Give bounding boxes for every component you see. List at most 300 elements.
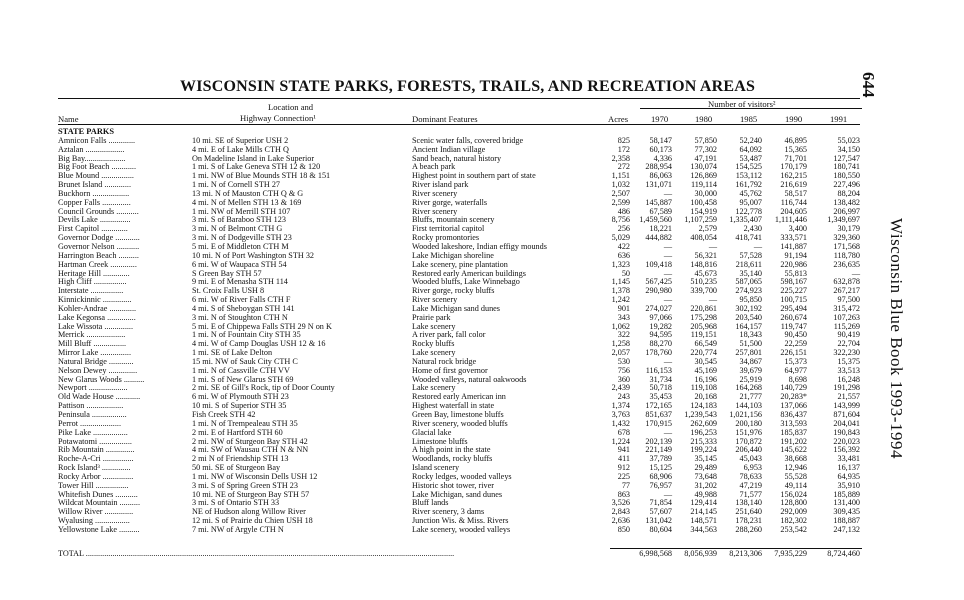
acres: 1,032 — [611, 180, 630, 190]
visitors-1991: 206,997 — [833, 206, 860, 216]
park-name: Buckhorn .................. — [58, 189, 130, 198]
dominant-features: Ancient Indian village — [412, 144, 486, 154]
visitors-1970: 567,425 — [645, 277, 672, 287]
visitors-1985: 288,260 — [735, 524, 762, 534]
acres: 50 — [621, 268, 630, 278]
visitors-1991: 90,419 — [837, 330, 860, 340]
highway-connection: 3 mi. N of Dodgeville STH 23 — [192, 233, 292, 243]
visitors-1990: 204,605 — [780, 206, 807, 216]
visitors-1991: 97,500 — [837, 295, 860, 305]
acres: 2,439 — [611, 383, 630, 393]
park-name: High Cliff ................ — [58, 278, 127, 287]
visitors-1980: 148,816 — [690, 259, 717, 269]
acres: 272 — [617, 162, 630, 172]
highway-connection: 1 mi. S of Lake Geneva STH 12 & 120 — [192, 162, 321, 172]
acres: 2,057 — [611, 348, 630, 358]
visitors-1985: 25,919 — [739, 374, 762, 384]
visitors-1991: 15,375 — [837, 356, 860, 366]
park-name: Interstate ................ — [58, 287, 124, 296]
highway-connection: 3 mi. S of Spring Green STH 23 — [192, 480, 298, 490]
visitors-1980: 45,673 — [694, 268, 717, 278]
visitors-1985: 170,872 — [735, 436, 762, 446]
dominant-features: Lake Michigan sand dunes — [412, 303, 500, 313]
visitors-1980: 29,489 — [694, 463, 717, 473]
acres: 863 — [617, 489, 630, 499]
visitors-1990: 49,114 — [784, 480, 807, 490]
dominant-features: Wooded valleys, natural oakwoods — [412, 374, 527, 384]
highway-connection: 3 mi. S of Ontario STH 33 — [192, 498, 280, 508]
total-label: TOTAL .................................................................................................................................................................................... — [58, 550, 455, 558]
visitors-1990: 156,024 — [780, 489, 807, 499]
visitors-1970: 15,125 — [649, 463, 672, 473]
park-name: Kohler-Andrae ............. — [58, 304, 137, 313]
highway-connection: 6 mi. W of Plymouth STH 23 — [192, 392, 289, 402]
visitors-1985: 52,240 — [739, 135, 762, 145]
acres: 1,374 — [611, 401, 630, 411]
acres: 172 — [617, 144, 630, 154]
acres: 636 — [617, 250, 630, 260]
park-name: New Glarus Woods .......... — [58, 375, 145, 384]
visitors-1985: 78,633 — [739, 471, 762, 481]
visitors-1970: 97,066 — [649, 312, 672, 322]
visitors-1985: 35,140 — [739, 268, 762, 278]
dominant-features: Junction Wis. & Miss. Rivers — [412, 516, 509, 526]
park-name: First Capitol ............. — [58, 225, 128, 234]
visitors-1970: 170,915 — [645, 418, 672, 428]
dominant-features: Rocky ledges, wooded valleys — [412, 471, 512, 481]
park-name: Lake Wissota .............. — [58, 322, 134, 331]
visitors-1991: 227,496 — [833, 180, 860, 190]
visitors-1985: 418,741 — [735, 233, 762, 243]
acres: 850 — [617, 524, 630, 534]
visitors-1970: 50,718 — [649, 383, 672, 393]
visitors-1970: 18,221 — [649, 224, 672, 234]
visitors-1991: 127,547 — [833, 153, 860, 163]
visitors-1991: 322,230 — [833, 348, 860, 358]
visitors-1990: 141,887 — [780, 241, 807, 251]
dominant-features: Lake scenery, pine plantation — [412, 259, 508, 269]
dominant-features: Restored early American inn — [412, 392, 506, 402]
visitors-1985: 161,792 — [735, 180, 762, 190]
acres: 2,636 — [611, 516, 630, 526]
visitors-1980: 154,919 — [690, 206, 717, 216]
park-name: Harrington Beach .......... — [58, 251, 139, 260]
visitors-1980: 344,563 — [690, 524, 717, 534]
park-name: Kinnickinnic .............. — [58, 296, 132, 305]
acres: 422 — [617, 241, 630, 251]
dominant-features: Wooded lakeshore, Indian effigy mounds — [412, 241, 547, 251]
acres: 1,224 — [611, 436, 630, 446]
visitors-1985: 45,043 — [739, 454, 762, 464]
visitors-1991: 204,041 — [833, 418, 860, 428]
highway-connection: 1 mi. N of Fountain City STH 35 — [192, 330, 301, 340]
visitors-1991: 138,482 — [833, 197, 860, 207]
visitors-1985: 95,850 — [739, 295, 762, 305]
dominant-features: Lake scenery, wooded valleys — [412, 524, 511, 534]
header-name: Name — [58, 114, 79, 124]
acres: 756 — [617, 365, 630, 375]
highway-connection: 7 mi. NW of Argyle CTH N — [192, 524, 284, 534]
visitors-1970: — — [663, 188, 672, 198]
visitors-1970: 172,165 — [645, 401, 672, 411]
visitors-1970: — — [663, 268, 672, 278]
header-1990: 1990 — [785, 114, 803, 124]
dominant-features: River scenery — [412, 295, 458, 305]
visitors-1990: 128,800 — [780, 498, 807, 508]
highway-connection: 10 mi. NE of Sturgeon Bay STH 57 — [192, 489, 310, 499]
dominant-features: Bluffs, mountain scenery — [412, 215, 495, 225]
visitors-1985: 1,021,156 — [729, 410, 762, 419]
visitors-1985: 151,976 — [735, 427, 762, 437]
visitors-1970: 288,954 — [645, 162, 672, 172]
highway-connection: 10 mi. S of Superior STH 35 — [192, 401, 287, 411]
visitors-1980: 205,968 — [690, 321, 717, 331]
dominant-features: Lake scenery — [412, 348, 456, 358]
visitors-1970: 131,071 — [645, 180, 672, 190]
visitors-1991: 131,400 — [833, 498, 860, 508]
park-name: Perrot .................... — [58, 419, 121, 428]
visitors-1991: 35,910 — [837, 480, 860, 490]
total-1985: 8,213,306 — [729, 549, 762, 558]
acres: 2,358 — [611, 153, 630, 163]
header-bottom-rule — [58, 124, 860, 125]
park-name: Whitefish Dunes ........... — [58, 490, 138, 499]
dominant-features: Island scenery — [412, 463, 460, 473]
visitors-1980: 30,545 — [694, 356, 717, 366]
dominant-features: River scenery, 3 dams — [412, 507, 485, 517]
acres: 3,526 — [611, 498, 630, 508]
acres: 486 — [617, 206, 630, 216]
visitors-1991: 871,604 — [833, 410, 860, 419]
highway-connection: 4 mi. W of Camp Douglas USH 12 & 16 — [192, 339, 326, 349]
acres: 243 — [617, 392, 630, 402]
visitors-1990: 253,542 — [780, 524, 807, 534]
visitors-1980: 262,609 — [690, 418, 717, 428]
highway-connection: Fish Creek STH 42 — [192, 410, 256, 419]
park-name: Nelson Dewey .............. — [58, 366, 138, 375]
table-row — [58, 526, 862, 535]
dominant-features: Wooded bluffs, Lake Winnebago — [412, 277, 520, 287]
visitors-1991: 329,360 — [833, 233, 860, 243]
park-name: Merrick ................... — [58, 331, 126, 340]
visitors-1985: 6,953 — [743, 463, 762, 473]
total-1980: 8,056,939 — [684, 549, 717, 558]
visitors-1985: 587,065 — [735, 277, 762, 287]
visitors-1980: 129,414 — [690, 498, 717, 508]
park-name: Wildcat Mountain .......... — [58, 499, 140, 508]
visitors-1970: 86,063 — [649, 171, 672, 181]
section-heading: STATE PARKS — [58, 127, 115, 136]
total-row — [58, 550, 862, 560]
table-row — [58, 455, 862, 464]
visitors-1985: 206,440 — [735, 445, 762, 455]
park-name: Amnicon Falls ............. — [58, 136, 136, 145]
visitors-1990: 15,365 — [784, 144, 807, 154]
visitors-1985: 178,231 — [735, 516, 762, 526]
acres: 2,599 — [611, 197, 630, 207]
visitors-1970: 19,282 — [649, 321, 672, 331]
visitors-1970: 76,957 — [649, 480, 672, 490]
acres: 825 — [617, 135, 630, 145]
dominant-features: Lake Michigan, sand dunes — [412, 489, 503, 499]
visitors-1970: 57,607 — [649, 507, 672, 517]
visitors-1990: 140,729 — [780, 383, 807, 393]
total-1991: 8,724,460 — [827, 549, 860, 558]
highway-connection: 4 mi. N of Mellen STH 13 & 169 — [192, 197, 302, 207]
visitors-1990: 91,194 — [784, 250, 807, 260]
visitors-1991: 190,843 — [833, 427, 860, 437]
visitors-1985: 164,157 — [735, 321, 762, 331]
visitors-1991: 55,023 — [837, 135, 860, 145]
acres: 1,242 — [611, 295, 630, 305]
acres: 1,151 — [611, 171, 630, 181]
highway-connection: 2 mi. NW of Sturgeon Bay STH 42 — [192, 436, 308, 446]
visitors-1991: 143,999 — [833, 401, 860, 411]
header-features: Dominant Features — [412, 114, 478, 124]
visitors-1990: 216,619 — [780, 180, 807, 190]
visitors-1990: 598,167 — [780, 277, 807, 287]
visitors-1985: 18,343 — [739, 330, 762, 340]
dominant-features: Glacial lake — [412, 427, 452, 437]
visitors-1990: 46,895 — [784, 135, 807, 145]
dominant-features: Highest waterfall in state — [412, 401, 495, 411]
visitors-1991: 107,263 — [833, 312, 860, 322]
parks-table — [58, 128, 862, 535]
dominant-features: River island park — [412, 180, 469, 190]
page-number: 644 — [859, 72, 878, 98]
dominant-features: Prairie park — [412, 312, 451, 322]
visitors-1980: 56,321 — [694, 250, 717, 260]
acres: 1,323 — [611, 259, 630, 269]
acres: 2,843 — [611, 507, 630, 517]
highway-connection: 2 mi. SE of Gill's Rock, tip of Door County — [192, 383, 335, 393]
visitors-1970: 109,418 — [645, 259, 672, 269]
highway-connection: 15 mi. NW of Sauk City CTH C — [192, 356, 298, 366]
acres: 2,507 — [611, 188, 630, 198]
page-title: WISCONSIN STATE PARKS, FORESTS, TRAILS, AND RECREATION AREAS — [180, 78, 756, 95]
highway-connection: 12 mi. S of Prairie du Chien USH 18 — [192, 516, 313, 526]
visitors-1980: 66,549 — [694, 339, 717, 349]
visitors-1980: 126,869 — [690, 171, 717, 181]
visitors-1970: 58,147 — [649, 135, 672, 145]
park-name: Copper Falls .............. — [58, 198, 131, 207]
visitors-1990: 22,259 — [784, 339, 807, 349]
visitors-1991: 191,298 — [833, 383, 860, 393]
park-name: Big Bay.................... — [58, 154, 126, 163]
visitors-1980: 1,107,259 — [684, 215, 717, 225]
acres: 225 — [617, 471, 630, 481]
visitors-1980: 47,191 — [694, 153, 717, 163]
visitors-1980: 196,253 — [690, 427, 717, 437]
park-name: Governor Dodge ............ — [58, 234, 140, 243]
acres: 912 — [617, 463, 630, 473]
visitors-1985: 274,923 — [735, 286, 762, 296]
dominant-features: Lake scenery — [412, 383, 456, 393]
visitors-1970: 80,604 — [649, 524, 672, 534]
visitors-1980: 45,169 — [694, 365, 717, 375]
highway-connection: 1 mi. S of New Glarus STH 69 — [192, 374, 294, 384]
visitors-1991: 33,513 — [837, 365, 860, 375]
visitors-1985: 144,103 — [735, 401, 762, 411]
visitors-1990: 38,668 — [784, 454, 807, 464]
dominant-features: Highest point in southern part of state — [412, 171, 536, 181]
visitors-1990: 313,593 — [780, 418, 807, 428]
dominant-features: Historic shot tower, river — [412, 480, 494, 490]
highway-connection: 1 mi. N of Trempealeau STH 35 — [192, 418, 298, 428]
visitors-1970: 444,882 — [645, 233, 672, 243]
visitors-1990: 292,009 — [780, 507, 807, 517]
visitors-1985: 21,777 — [739, 392, 762, 402]
visitors-1990: 185,837 — [780, 427, 807, 437]
highway-connection: 1 mi. NW of Merrill STH 107 — [192, 206, 291, 216]
header-1970: 1970 — [651, 114, 669, 124]
visitors-1990: 295,494 — [780, 303, 807, 313]
visitors-1980: 1,239,543 — [684, 410, 717, 419]
running-title: Wisconsin Blue Book 1993-1994 — [887, 218, 906, 459]
visitors-1970: 71,854 — [649, 498, 672, 508]
highway-connection: 2 mi. E of Hartford STH 60 — [192, 427, 283, 437]
dominant-features: Home of first governor — [412, 365, 488, 375]
visitors-1990: 58,517 — [784, 188, 807, 198]
dominant-features: Rocky promontories — [412, 233, 480, 243]
visitors-1991: 315,472 — [833, 303, 860, 313]
acres: 678 — [617, 427, 630, 437]
dominant-features: Bluff lands — [412, 498, 449, 508]
dominant-features: Lake scenery — [412, 321, 456, 331]
header-1985: 1985 — [740, 114, 758, 124]
acres: 360 — [617, 374, 630, 384]
visitors-1991: 30,179 — [837, 224, 860, 234]
table-body — [58, 137, 862, 535]
visitors-1991: 118,780 — [833, 250, 860, 260]
park-name: Rocky Arbor ............... — [58, 472, 134, 481]
visitors-1970: — — [663, 489, 672, 499]
visitors-1990: 191,202 — [780, 436, 807, 446]
visitors-1980: 215,333 — [690, 436, 717, 446]
dominant-features: A river park, fall color — [412, 330, 486, 340]
visitors-1990: 260,674 — [780, 312, 807, 322]
visitors-1980: 214,145 — [690, 507, 717, 517]
dominant-features: Scenic water falls, covered bridge — [412, 135, 524, 145]
visitors-1991: 632,878 — [833, 277, 860, 287]
highway-connection: 13 mi. N of Mauston CTH Q & G — [192, 188, 304, 198]
visitors-1991: 156,392 — [833, 445, 860, 455]
acres: 1,145 — [611, 277, 630, 287]
visitors-1991: 185,889 — [833, 489, 860, 499]
visitors-1990: 162,215 — [780, 171, 807, 181]
visitors-1990: 100,715 — [780, 295, 807, 305]
visitors-1980: 100,458 — [690, 197, 717, 207]
visitors-1985: 154,525 — [735, 162, 762, 172]
visitors-1991: 180,550 — [833, 171, 860, 181]
visitors-1990: 170,179 — [780, 162, 807, 172]
visitors-1990: 90,450 — [784, 330, 807, 340]
visitors-1991: 88,204 — [837, 188, 860, 198]
highway-connection: 3 mi. N of Belmont CTH G — [192, 224, 283, 234]
visitors-1985: 95,007 — [739, 197, 762, 207]
visitors-1980: 30,000 — [694, 188, 717, 198]
acres: 1,378 — [611, 286, 630, 296]
visitors-1985: 1,335,407 — [729, 215, 762, 225]
acres: 1,258 — [611, 339, 630, 349]
visitors-1970: 290,980 — [645, 286, 672, 296]
highway-connection: 1 mi. SE of Lake Delton — [192, 348, 273, 358]
visitors-1970: 94,595 — [649, 330, 672, 340]
visitors-1985: 257,801 — [735, 348, 762, 358]
header-1991: 1991 — [830, 114, 848, 124]
highway-connection: 3 mi. N of Stoughton CTH N — [192, 312, 288, 322]
dominant-features: Lake Michigan shoreline — [412, 250, 494, 260]
visitors-1980: 57,850 — [694, 135, 717, 145]
acres: 901 — [617, 303, 630, 313]
highway-connection: 1 mi. N of Cassville CTH VV — [192, 365, 290, 375]
park-name: Rib Mountain .............. — [58, 446, 135, 455]
park-name: Brunet Island ............. — [58, 181, 131, 190]
visitors-1970: — — [663, 241, 672, 251]
visitors-1990: 71,701 — [784, 153, 807, 163]
park-name: Council Grounds ........... — [58, 207, 139, 216]
dominant-features: First territorial capitol — [412, 224, 485, 234]
visitors-1991: 247,132 — [833, 524, 860, 534]
dominant-features: Natural rock bridge — [412, 356, 477, 366]
visitors-1970: 851,637 — [645, 410, 672, 419]
visitors-1985: 64,092 — [739, 144, 762, 154]
visitors-1970: 178,760 — [645, 348, 672, 358]
highway-connection: 5 mi. E of Middleton CTH M — [192, 241, 289, 251]
park-name: Tower Hill ................ — [58, 481, 129, 490]
visitors-1980: 77,302 — [694, 144, 717, 154]
visitors-1990: 15,373 — [784, 356, 807, 366]
highway-connection: 1 mi. NW of Blue Mounds STH 18 & 151 — [192, 171, 331, 181]
visitors-1990: 12,946 — [784, 463, 807, 473]
acres: 941 — [617, 445, 630, 455]
dominant-features: River gorge, waterfalls — [412, 197, 488, 207]
visitors-1970: 131,042 — [645, 516, 672, 526]
park-name: Roche-A-Cri ............... — [58, 455, 134, 464]
visitors-1985: 53,487 — [739, 153, 762, 163]
visitors-1991: 309,435 — [833, 507, 860, 517]
acres: 530 — [617, 356, 630, 366]
visitors-1991: 171,568 — [833, 241, 860, 251]
visitors-1991: 64,935 — [837, 471, 860, 481]
park-name: Potawatomi ................ — [58, 437, 132, 446]
visitors-1985: 39,679 — [739, 365, 762, 375]
highway-connection: 1 mi. NW of Wisconsin Dells USH 12 — [192, 471, 318, 481]
highway-connection: 2 mi N of Friendship STH 13 — [192, 454, 289, 464]
dominant-features: Woodlands, rocky bluffs — [412, 454, 493, 464]
visitors-1991: 188,887 — [833, 516, 860, 526]
visitors-1985: 57,528 — [739, 250, 762, 260]
visitors-1985: 153,112 — [735, 171, 762, 181]
header-1980: 1980 — [695, 114, 713, 124]
visitors-1991: 180,741 — [833, 162, 860, 172]
visitors-1970: — — [663, 356, 672, 366]
visitors-1991: 21,557 — [837, 392, 860, 402]
park-name: Lake Kegonsa .............. — [58, 313, 136, 322]
highway-connection: On Madeline Island in Lake Superior — [192, 153, 315, 163]
highway-connection: 1 mi. N of Cornell STH 27 — [192, 180, 281, 190]
acres: 322 — [617, 330, 630, 340]
visitors-1980: 510,235 — [690, 277, 717, 287]
visitors-1970: 274,027 — [645, 303, 672, 313]
visitors-1990: 145,622 — [780, 445, 807, 455]
visitors-1990: 119,747 — [780, 321, 807, 331]
park-name: Big Foot Beach ............ — [58, 163, 137, 172]
dominant-features: Restored early American buildings — [412, 268, 526, 278]
visitors-1985: 251,640 — [735, 507, 762, 517]
visitors-1991: 16,248 — [837, 374, 860, 384]
visitors-1990: 182,302 — [780, 516, 807, 526]
